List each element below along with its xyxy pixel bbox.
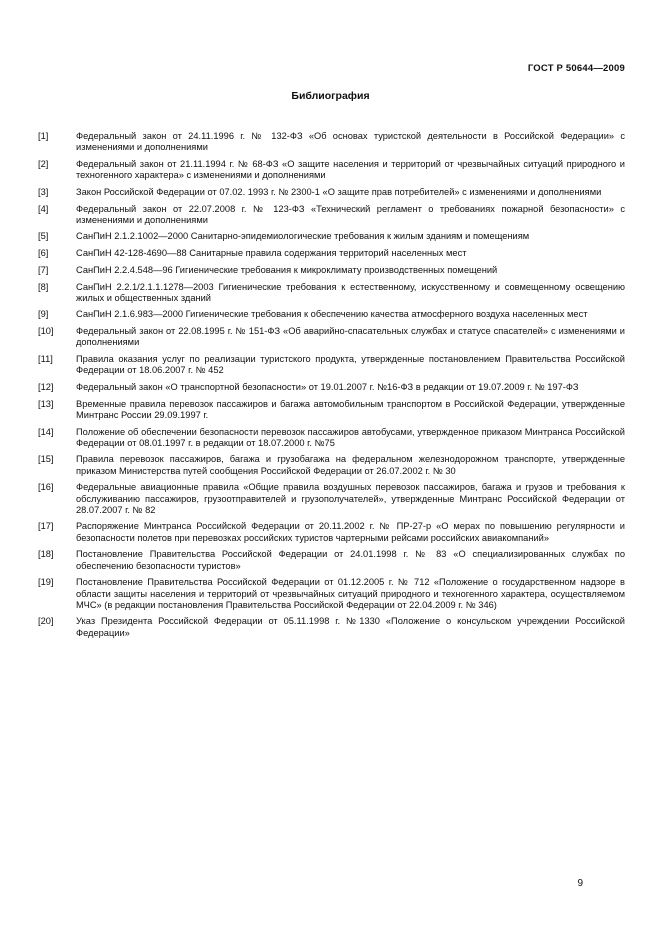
bibliography-text: СанПиН 42-128-4690—88 Санитарные правила содержания территорий населенных мест xyxy=(76,248,467,259)
page-title: Библиография xyxy=(291,90,370,102)
bibliography-ref: [3] xyxy=(38,186,49,197)
bibliography-text: Постановление Правительства Российской Федерации от 01.12.2005 г. № 712 «Положение о государственном надзоре в области защиты населения и территорий от чрезвычайных ситуаций природного и техногенного характера, осуществляемом МЧС» (в редакции постановления Правительства Российской Федерации от 22.04.2009 г. № 346) xyxy=(76,577,625,610)
bibliography-item xyxy=(38,427,625,449)
bibliography-text: Правила перевозок пассажиров, багажа и грузобагажа на федеральном железнодорожном транспорте, утвержденные приказом Министерства путей сообщения Российской Федерации от 26.07.2002 г. № 30 xyxy=(76,454,625,476)
bibliography-item xyxy=(38,354,625,376)
document-header xyxy=(528,63,625,74)
bibliography-item xyxy=(38,265,625,276)
bibliography-ref: [1] xyxy=(38,131,49,141)
bibliography-ref: [2] xyxy=(38,158,49,169)
bibliography-text: Федеральные авиационные правила «Общие правила воздушных перевозок пассажиров, багажа и грузов и требования к обслуживанию пассажиров, грузоотправителей и грузополучателей», утвержденные Минтранс Российской Федерации от 28.07.2007 г. № 82 xyxy=(76,482,625,515)
bibliography-list xyxy=(38,131,625,644)
bibliography-ref: [19] xyxy=(38,577,54,588)
bibliography-item xyxy=(38,159,625,181)
bibliography-item xyxy=(38,549,625,571)
bibliography-item xyxy=(38,187,625,198)
bibliography-text: СанПиН 2.1.6.983—2000 Гигиенические требования к обеспечению качества атмосферного воздуха населенных мест xyxy=(76,309,588,320)
bibliography-item xyxy=(38,382,625,393)
bibliography-item xyxy=(38,309,625,320)
bibliography-text: Распоряжение Минтранса Российской Федерации от 20.11.2002 г. № ПР-27-р «О мерах по повышению регулярности и безопасности полетов при перевозках российских туристов чартерными рейсами российских авиакомпаний» xyxy=(76,521,625,543)
bibliography-text: Указ Президента Российской Федерации от 05.11.1998 г. №1330 «Положение о консульском учреждении Российской Федерации» xyxy=(76,616,625,638)
bibliography-text: Федеральный закон от 22.08.1995 г. № 151-ФЗ «Об аварийно-спасательных службах и статусе спасателей» с изменениями и дополнениями xyxy=(76,326,625,348)
bibliography-ref: [4] xyxy=(38,203,49,214)
bibliography-item xyxy=(38,282,625,304)
bibliography-ref: [15] xyxy=(38,454,54,465)
bibliography-ref: [6] xyxy=(38,248,49,259)
bibliography-ref: [13] xyxy=(38,398,54,409)
bibliography-text: Федеральный закон от 21.11.1994 г. № 68-ФЗ «О защите населения и территорий от чрезвычайных ситуаций природного и техногенного характера» с изменениями и дополнениями xyxy=(76,158,625,181)
bibliography-text: Временные правила перевозок пассажиров и багажа автомобильным транспортом в Российской Федерации, утвержденные Минтранс России 29.09.1997 г. xyxy=(76,398,625,420)
bibliography-item xyxy=(38,577,625,611)
bibliography-text: Закон Российской Федерации от 07.02. 1993 г. № 2300-1 «О защите прав потребителей» с изменениями и дополнениями xyxy=(76,186,602,197)
bibliography-item xyxy=(38,204,625,226)
bibliography-text: Положение об обеспечении безопасности перевозок пассажиров автобусами, утвержденное приказом Минтранса Российской Федерации от 08.01.1997 г. в редакции от 18.07.2000 г. №75 xyxy=(76,426,625,448)
bibliography-text: СанПиН 2.2.1/2.1.1.1278—2003 Гигиенические требования к естественному, искусственному и совмещенному освещению жилых и общественных зданий xyxy=(76,281,625,303)
bibliography-item xyxy=(38,399,625,421)
bibliography-ref: [18] xyxy=(38,549,54,560)
bibliography-ref: [20] xyxy=(38,616,54,627)
bibliography-item xyxy=(38,326,625,348)
bibliography-ref: [11] xyxy=(38,354,53,365)
bibliography-item xyxy=(38,482,625,516)
bibliography-ref: [12] xyxy=(38,381,54,392)
bibliography-ref: [8] xyxy=(38,281,49,292)
bibliography-ref: [14] xyxy=(38,426,54,437)
bibliography-text: Федеральный закон от 22.07.2008 г. № 123-ФЗ «Технический регламент о требованиях пожарной безопасности» с изменениями и дополнениями xyxy=(76,203,625,225)
bibliography-ref: [7] xyxy=(38,264,49,275)
bibliography-ref: [16] xyxy=(38,482,54,493)
bibliography-item xyxy=(38,521,625,543)
bibliography-text: Постановление Правительства Российской Федерации от 24.01.1998 г. № 83 «О специализированных службах по обеспечению безопасности туристов» xyxy=(76,549,625,571)
bibliography-item xyxy=(38,616,625,638)
doc-code: ГОСТ Р 50644—2009 xyxy=(527,63,625,74)
bibliography-item xyxy=(38,131,625,153)
bibliography-item xyxy=(38,454,625,476)
bibliography-ref: [5] xyxy=(38,231,49,242)
bibliography-item xyxy=(38,231,625,242)
bibliography-ref: [10] xyxy=(38,326,54,337)
page-footer xyxy=(577,878,583,889)
bibliography-text: СанПиН 2.2.4.548—96 Гигиенические требования к микроклимату производственных помещений xyxy=(76,264,498,275)
page-number: 9 xyxy=(577,878,583,889)
bibliography-text: Федеральный закон от 24.11.1996 г. № 132-ФЗ «Об основах туристской деятельности в Российской Федерации» с изменениями и дополнениями xyxy=(76,131,625,153)
bibliography-item xyxy=(38,248,625,259)
bibliography-ref: [17] xyxy=(38,521,54,532)
bibliography-text: Правила оказания услуг по реализации туристского продукта, утвержденные постановлением Правительства Российской Федерации от 18.06.2007 г. № 452 xyxy=(76,354,625,376)
bibliography-text: СанПиН 2.1.2.1002—2000 Санитарно-эпидемиологические требования к жилым зданиям и помещениям xyxy=(76,231,530,242)
bibliography-text: Федеральный закон «О транспортной безопасности» от 19.01.2007 г. №16-ФЗ в редакции от 19.07.2009 г. № 197-ФЗ xyxy=(76,381,579,392)
bibliography-ref: [9] xyxy=(38,309,49,320)
